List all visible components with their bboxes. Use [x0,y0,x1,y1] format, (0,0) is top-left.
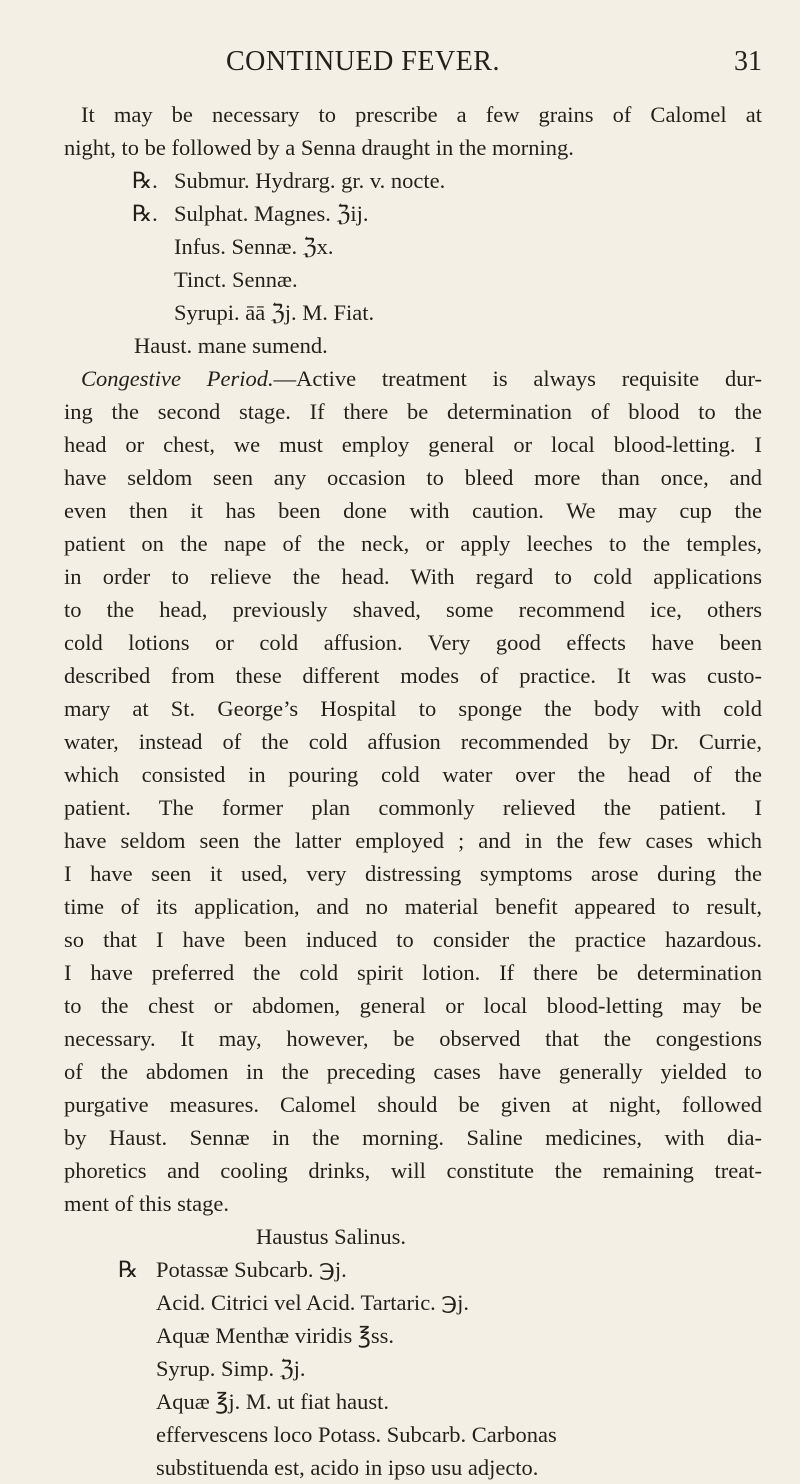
prescription-line [64,1385,762,1418]
paragraph-line: purgative measures. Calomel should be given at night, followed [64,1092,762,1117]
prescription-text: Aquæ Menthæ viridis ℥ss. [156,1323,395,1348]
paragraph-line: have seldom seen the latter employed ; and in the few cases which [64,828,762,853]
paragraph-line: ing the second stage. If there be determination of blood to the [64,399,762,424]
paragraph-line: mary at St. George’s Hospital to sponge the body with cold [64,696,762,721]
paragraph-line: to the chest or abdomen, general or local blood-letting may be [64,993,762,1018]
paragraph-line: in order to relieve the head. With regard to cold applications [64,564,762,589]
paragraph-line: ment of this stage. [64,1191,229,1216]
paragraph-line: patient on the nape of the neck, or apply leeches to the temples, [64,531,762,556]
prescription-line [64,1286,762,1319]
paragraph-line: necessary. It may, however, be observed that the congestions [64,1026,762,1051]
paragraph-line [64,362,762,395]
paragraph-line: of the abdomen in the preceding cases have generally yielded to [64,1059,762,1084]
prescription-closing: Haust. mane sumend. [134,333,328,358]
paragraph-line: patient. The former plan commonly relieved the patient. I [64,795,762,820]
paragraph-line: head or chest, we must employ general or local blood-letting. I [64,432,762,457]
page-header [226,46,762,86]
prescription-text: Syrupi. āā ℨj. M. Fiat. [174,300,375,325]
prescription-text: Tinct. Sennæ. [174,267,298,292]
prescription-title: Haustus Salinus. [256,1224,407,1249]
prescription-text: Submur. Hydrarg. gr. v. nocte. [174,168,446,193]
paragraph-line: It may be necessary to prescribe a few grains of Calomel at [81,102,762,127]
prescription-line [64,1418,762,1451]
prescription-text: effervescens loco Potass. Subcarb. Carbonas [156,1422,557,1447]
prescription-text: Sulphat. Magnes. ℨij. [174,201,369,226]
paragraph-line: time of its application, and no material benefit appeared to result, [64,894,762,919]
body-text [64,98,762,1484]
paragraph-line: even then it has been done with caution. We may cup the [64,498,762,523]
page-number: 31 [734,46,762,77]
prescription-line [64,329,762,362]
paragraph-line: to the head, previously shaved, some recommend ice, others [64,597,762,622]
recipe-symbol: ℞. [132,201,158,226]
prescription-line [64,1319,762,1352]
paragraph-line: I have seen it used, very distressing symptoms arose during the [64,861,762,886]
recipe-symbol: ℞. [132,168,158,193]
paragraph-line: so that I have been induced to consider the practice hazardous. [64,927,762,952]
prescription-line [64,263,762,296]
prescription-text: Potassæ Subcarb. ℈j. [156,1257,347,1282]
section-heading-rest: —Active treatment is always requisite dur- [273,366,762,391]
prescription-text: Infus. Sennæ. ℨx. [174,234,334,259]
recipe-symbol: ℞ [118,1257,139,1282]
paragraph-line: which consisted in pouring cold water over the head of the [64,762,762,787]
prescription-line [64,230,762,263]
paragraph-line: have seldom seen any occasion to bleed more than once, and [64,465,762,490]
prescription-title-line [64,1220,762,1253]
paragraph-line: water, instead of the cold affusion recommended by Dr. Currie, [64,729,762,754]
prescription-text: Aquæ ℥j. M. ut fiat haust. [156,1389,389,1414]
prescription-line [64,1352,762,1385]
paragraph-line: I have preferred the cold spirit lotion. If there be determination [64,960,762,985]
prescription-text: substituenda est, acido in ipso usu adjecto. [156,1455,539,1480]
paragraph-line: described from these different modes of practice. It was custo- [64,663,762,688]
paragraph-line: phoretics and cooling drinks, will constitute the remaining treat- [64,1158,762,1183]
section-heading: Congestive Period. [81,366,274,391]
running-head: CONTINUED FEVER. [226,46,500,77]
paragraph-line: cold lotions or cold affusion. Very good effects have been [64,630,762,655]
prescription-line [64,1451,762,1484]
prescription-text: Syrup. Simp. ℨj. [156,1356,306,1381]
paragraph-line: by Haust. Sennæ in the morning. Saline medicines, with dia- [64,1125,762,1150]
prescription-line [64,197,762,230]
prescription-line [64,1253,762,1286]
prescription-text: Acid. Citrici vel Acid. Tartaric. ℈j. [156,1290,470,1315]
paragraph-line: night, to be followed by a Senna draught in the morning. [64,135,574,160]
prescription-line [64,296,762,329]
prescription-line [64,164,762,197]
